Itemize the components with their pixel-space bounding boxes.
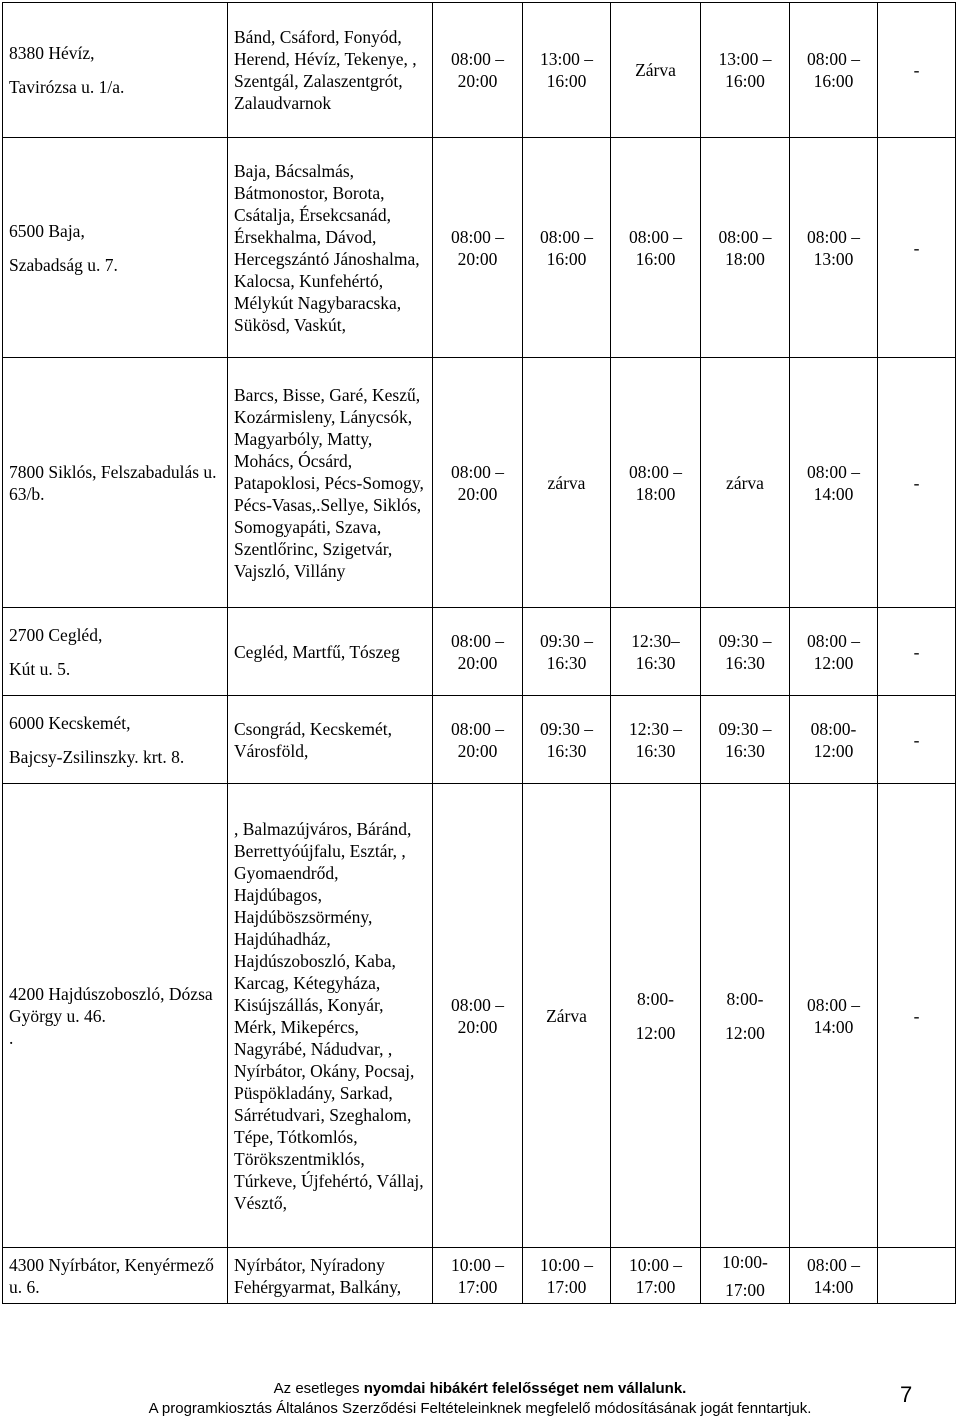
opening-hours-cell	[611, 608, 701, 696]
footer-rights-note: A programkiosztás Általános Szerződési Feltételeinknek megfelelő módosításának jogát fenntartjuk.	[148, 1400, 812, 1417]
opening-hours-cell	[790, 138, 878, 358]
table-row	[3, 3, 956, 138]
cell-text: 10:00 –	[540, 1254, 593, 1275]
towns-list: Bánd, Csáford, Fonyód, Herend, Hévíz, Tekenye, , Szentgál, Zalaszentgrót, Zalaudvarnok	[228, 3, 433, 138]
cell-text: 4300 Nyírbátor, Kenyérmező u. 6.	[9, 1254, 214, 1297]
opening-hours-cell	[701, 358, 790, 608]
cell-text: 4200 Hajdúszoboszló, Dózsa György u. 46.	[9, 983, 213, 1026]
table-row	[3, 784, 956, 1248]
office-address	[3, 138, 228, 358]
cell-text: Szabadság u. 7.	[9, 254, 118, 275]
towns-list: Baja, Bácsalmás, Bátmonostor, Borota, Csátalja, Érsekcsanád, Érsekhalma, Dávod, Hercegszántó Jánoshalma, Kalocsa, Kunfehértó, Mélykút Nagybaracska, Sükösd, Vaskút,	[228, 138, 433, 358]
last-column-cell: -	[878, 358, 956, 608]
cell-text: 17:00	[725, 1279, 765, 1300]
cell-text: 20:00	[457, 740, 498, 761]
page-number: 7	[900, 1382, 913, 1407]
towns-list: Barcs, Bisse, Garé, Keszű, Kozármisleny, Lánycsók, Magyarbóly, Matty, Mohács, Ócsárd, Patapoklosi, Pécs-Somogy, Pécs-Vasas,.Sellye, Siklós, Somogyapáti, Szava, Szentlőrinc, Szigetvár, Vajszló, Villány	[228, 358, 433, 608]
cell-text: 09:30 –	[540, 718, 593, 739]
cell-text: 16:30	[725, 740, 765, 761]
last-column-cell: -	[878, 696, 956, 784]
table-row	[3, 358, 956, 608]
opening-hours-cell	[790, 696, 878, 784]
cell-text: 10:00-	[722, 1251, 768, 1272]
towns-list: Csongrád, Kecskemét, Városföld,	[228, 696, 433, 784]
cell-text: 13:00 –	[540, 49, 593, 69]
cell-text: 08:00 –	[807, 226, 860, 247]
opening-hours-cell	[433, 1248, 523, 1304]
cell-text: 8380 Hévíz,	[9, 43, 95, 63]
cell-text: 16:30	[546, 740, 587, 761]
cell-text: 16:30	[635, 740, 676, 761]
last-column-cell: -	[878, 138, 956, 358]
opening-hours-cell	[433, 784, 523, 1248]
opening-hours-cell	[523, 3, 611, 138]
cell-text: 08:00-	[810, 718, 857, 739]
table-row	[3, 608, 956, 696]
opening-hours-cell	[523, 138, 611, 358]
cell-text: 20:00	[457, 483, 498, 504]
opening-hours-cell	[433, 3, 523, 138]
cell-text: 08:00 –	[807, 49, 860, 69]
opening-hours-cell	[611, 784, 701, 1248]
cell-text: 6000 Kecskemét,	[9, 712, 131, 733]
cell-text: 8:00-	[726, 988, 764, 1009]
opening-hours-cell	[790, 3, 878, 138]
office-address	[3, 608, 228, 696]
opening-hours-cell	[611, 3, 701, 138]
opening-hours-cell	[523, 358, 611, 608]
opening-hours-cell	[611, 696, 701, 784]
cell-text: zárva	[726, 472, 764, 493]
cell-text: 08:00 –	[451, 226, 504, 247]
opening-hours-cell	[523, 696, 611, 784]
last-column-cell	[878, 1248, 956, 1304]
opening-hours-cell	[701, 784, 790, 1248]
footer-disclaimer: Az esetleges nyomdai hibákért felelősséget nem vállalunk.	[273, 1380, 687, 1397]
cell-text: 14:00	[813, 1276, 854, 1297]
cell-text: 08:00 –	[451, 718, 504, 739]
cell-text: 14:00	[813, 1016, 854, 1037]
schedule-table	[2, 2, 956, 1304]
cell-text: 08:00 –	[451, 49, 504, 69]
table-row	[3, 1248, 956, 1304]
cell-text: 09:30 –	[540, 630, 593, 651]
cell-text: 16:00	[546, 71, 587, 91]
cell-text: 20:00	[457, 71, 498, 91]
cell-text: 16:30	[546, 652, 587, 673]
cell-text: 16:00	[725, 71, 765, 91]
cell-text: 08:00 –	[718, 226, 772, 247]
office-address	[3, 784, 228, 1248]
cell-text: 16:30	[635, 652, 676, 673]
cell-text: 09:30 –	[718, 718, 772, 739]
cell-text: 10:00 –	[629, 1254, 682, 1275]
opening-hours-cell	[433, 138, 523, 358]
office-address	[3, 1248, 228, 1304]
opening-hours-cell	[701, 3, 790, 138]
cell-text: 16:30	[725, 652, 765, 673]
last-column-cell: -	[878, 3, 956, 138]
opening-hours-cell	[790, 784, 878, 1248]
opening-hours-cell	[433, 358, 523, 608]
cell-text: 12:00	[725, 1022, 765, 1043]
last-column-cell: -	[878, 608, 956, 696]
cell-text: 17:00	[635, 1276, 676, 1297]
cell-text: 16:00	[635, 248, 676, 269]
cell-text: 09:30 –	[718, 630, 772, 651]
opening-hours-cell	[790, 1248, 878, 1304]
cell-text: 12:00	[635, 1022, 676, 1043]
cell-text: 08:00 –	[451, 994, 504, 1015]
cell-text: 12:30–	[631, 630, 680, 651]
cell-text: zárva	[547, 472, 586, 493]
opening-hours-cell	[611, 1248, 701, 1304]
cell-text: 08:00 –	[540, 226, 593, 247]
opening-hours-cell	[433, 696, 523, 784]
cell-text: 08:00 –	[451, 461, 504, 482]
cell-text: 18:00	[725, 248, 765, 269]
opening-hours-cell	[790, 358, 878, 608]
cell-text: 7800 Siklós, Felszabadulás u. 63/b.	[9, 461, 217, 504]
cell-text: 20:00	[457, 1016, 498, 1037]
office-address	[3, 358, 228, 608]
cell-text: 16:00	[546, 248, 587, 269]
towns-list: Nyírbátor, Nyíradony Fehérgyarmat, Balkány,	[228, 1248, 433, 1304]
opening-hours-cell	[523, 608, 611, 696]
cell-text: 8:00-	[637, 988, 674, 1009]
towns-list: , Balmazújváros, Báránd, Berrettyóújfalu, Esztár, , Gyomaendrőd, Hajdúbagos, Hajdúböszsörmény, Hajdúhadház, Hajdúszoboszló, Kaba, Karcag, Kétegyháza, Kisújszállás, Konyár, Mérk, Mikepércs, Nagyrábé, Nádudvar, , Nyírbátor, Okány, Pocsaj, Püspökladány, Sarkad, Sárrétudvari, Szeghalom, Tépe, Tótkomlós, Törökszentmiklós, Túrkeve, Újfehértó, Vállaj, Vésztő,	[228, 784, 433, 1248]
table-row	[3, 696, 956, 784]
cell-text: Tavirózsa u. 1/a.	[9, 77, 125, 97]
opening-hours-cell	[701, 1248, 790, 1304]
cell-text: 08:00 –	[629, 461, 682, 482]
opening-hours-cell	[523, 784, 611, 1248]
cell-text: 17:00	[546, 1276, 587, 1297]
last-column-cell: -	[878, 784, 956, 1248]
office-address	[3, 696, 228, 784]
opening-hours-cell	[611, 138, 701, 358]
cell-text: Zárva	[635, 60, 676, 80]
opening-hours-cell	[701, 138, 790, 358]
cell-text: Zárva	[546, 1005, 587, 1026]
cell-text: 08:00 –	[451, 630, 504, 651]
cell-text: Bajcsy-Zsilinszky. krt. 8.	[9, 746, 185, 767]
opening-hours-cell	[790, 608, 878, 696]
cell-text: .	[9, 1027, 14, 1048]
cell-text: 10:00 –	[451, 1254, 504, 1275]
cell-text: Kút u. 5.	[9, 658, 71, 679]
opening-hours-cell	[523, 1248, 611, 1304]
opening-hours-cell	[611, 358, 701, 608]
office-address	[3, 3, 228, 138]
cell-text: 08:00 –	[807, 461, 860, 482]
cell-text: 17:00	[457, 1276, 498, 1297]
cell-text: 13:00	[813, 248, 854, 269]
cell-text: 12:30 –	[629, 718, 682, 739]
opening-hours-cell	[433, 608, 523, 696]
cell-text: 08:00 –	[807, 994, 860, 1015]
cell-text: 14:00	[813, 483, 854, 504]
table-row	[3, 138, 956, 358]
cell-text: 16:00	[813, 71, 854, 91]
cell-text: 12:00	[813, 740, 854, 761]
cell-text: 08:00 –	[807, 630, 860, 651]
cell-text: 13:00 –	[718, 49, 772, 69]
cell-text: 20:00	[457, 248, 498, 269]
opening-hours-cell	[701, 608, 790, 696]
opening-hours-cell	[701, 696, 790, 784]
cell-text: 6500 Baja,	[9, 220, 85, 241]
cell-text: 08:00 –	[629, 226, 682, 247]
cell-text: 20:00	[457, 652, 498, 673]
cell-text: 08:00 –	[807, 1254, 860, 1275]
cell-text: 12:00	[813, 652, 854, 673]
towns-list: Cegléd, Martfű, Tószeg	[228, 608, 433, 696]
cell-text: 18:00	[635, 483, 676, 504]
cell-text: 2700 Cegléd,	[9, 624, 103, 645]
